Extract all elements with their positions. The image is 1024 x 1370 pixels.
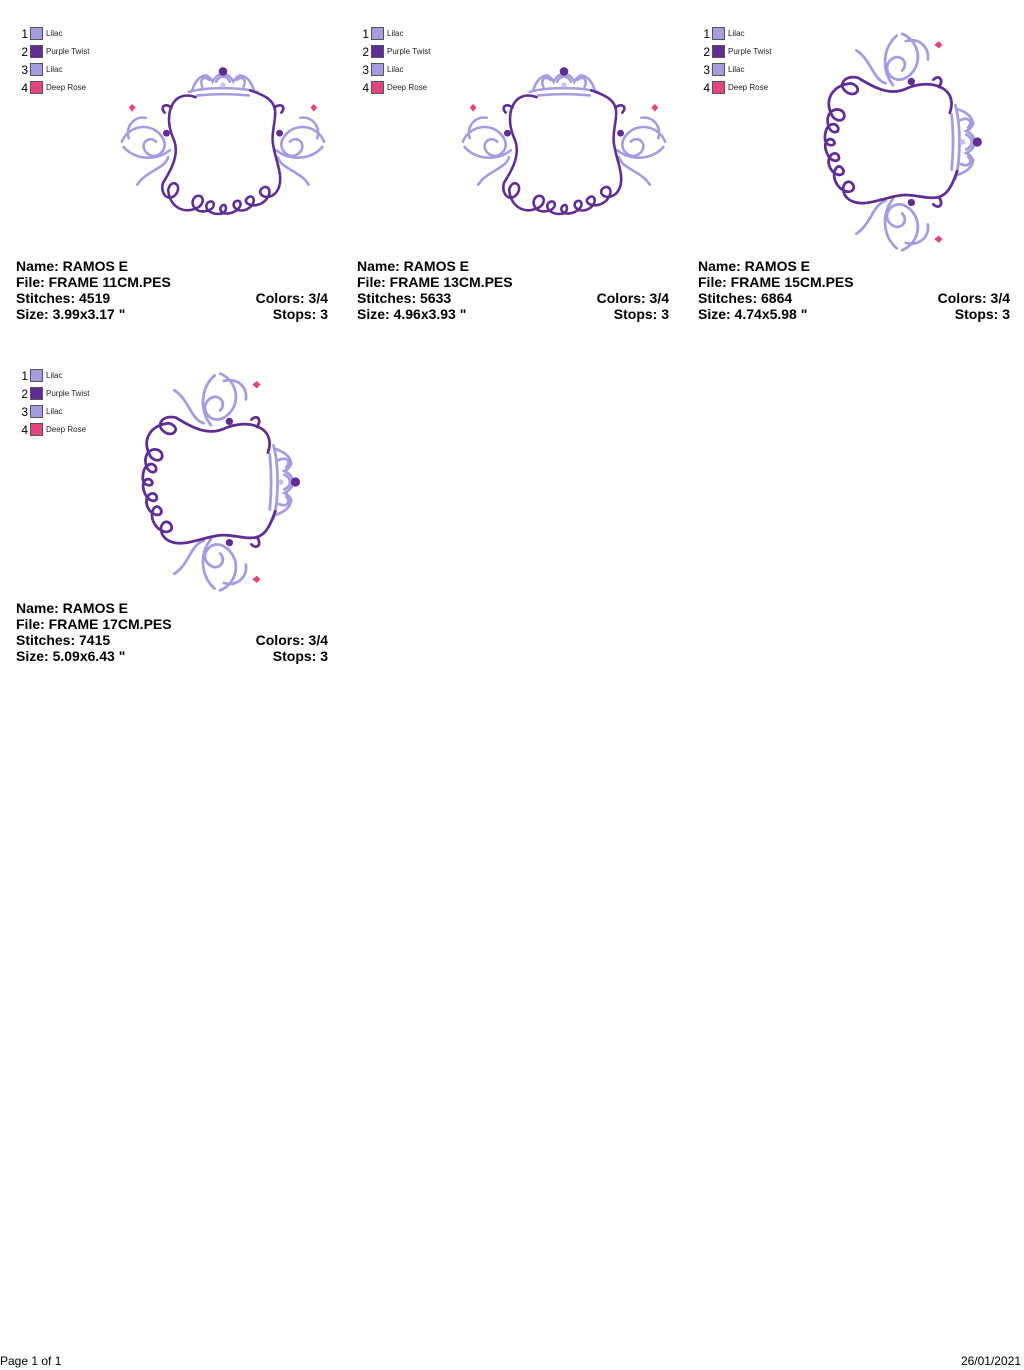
page-number: Page 1 of 1: [0, 1354, 62, 1368]
legend-number: 3: [362, 63, 369, 77]
stop-count: Stops: 3: [954, 306, 1010, 322]
legend-row: [696, 62, 816, 80]
color-swatch: [712, 63, 725, 76]
color-swatch: [371, 63, 384, 76]
legend-number: 2: [21, 387, 28, 401]
legend-label: Lilac: [46, 407, 63, 416]
legend-row: [696, 80, 816, 98]
color-swatch: [30, 45, 43, 58]
color-swatch: [371, 81, 384, 94]
color-swatch: [30, 369, 43, 382]
legend-number: 1: [21, 369, 28, 383]
legend-number: 1: [703, 27, 710, 41]
legend-row: [355, 44, 475, 62]
legend-label: Lilac: [728, 29, 745, 38]
legend-number: 4: [21, 81, 28, 95]
legend-row: [14, 80, 134, 98]
legend-number: 2: [362, 45, 369, 59]
color-swatch: [30, 27, 43, 40]
design-info: [16, 600, 328, 664]
legend-number: 1: [21, 27, 28, 41]
legend-number: 4: [362, 81, 369, 95]
color-swatch: [712, 45, 725, 58]
design-card-3: [690, 0, 1020, 330]
design-info: [698, 258, 1010, 322]
embroidery-design-image: [814, 32, 994, 252]
legend-label: Deep Rose: [46, 425, 87, 434]
design-file: File: FRAME 15CM.PES: [698, 274, 854, 290]
embroidery-design-image: [132, 370, 312, 594]
legend-row: [696, 44, 816, 62]
color-swatch: [371, 27, 384, 40]
color-swatch: [30, 405, 43, 418]
design-file: File: FRAME 13CM.PES: [357, 274, 513, 290]
design-card-1: [8, 0, 338, 330]
legend-number: 3: [21, 405, 28, 419]
color-count: Colors: 3/4: [937, 290, 1010, 306]
legend-row: [14, 368, 134, 386]
color-legend: [355, 26, 475, 98]
legend-number: 3: [21, 63, 28, 77]
legend-row: [355, 26, 475, 44]
design-card-2: [349, 0, 679, 330]
legend-number: 4: [21, 423, 28, 437]
embroidery-design-image: [120, 56, 326, 224]
legend-label: Lilac: [387, 29, 404, 38]
legend-label: Lilac: [387, 65, 404, 74]
color-swatch: [30, 63, 43, 76]
legend-label: Purple Twist: [387, 47, 431, 56]
color-count: Colors: 3/4: [596, 290, 669, 306]
legend-label: Purple Twist: [46, 47, 90, 56]
legend-number: 1: [362, 27, 369, 41]
design-name: Name: RAMOS E: [698, 258, 811, 274]
design-name: Name: RAMOS E: [357, 258, 470, 274]
color-swatch: [712, 27, 725, 40]
color-swatch: [30, 423, 43, 436]
legend-row: [14, 386, 134, 404]
stitch-count: Stitches: 6864: [698, 290, 793, 306]
color-legend: [14, 368, 134, 440]
legend-label: Deep Rose: [728, 83, 769, 92]
design-size: Size: 4.96x3.93 ": [357, 306, 467, 322]
legend-row: [14, 404, 134, 422]
legend-row: [14, 44, 134, 62]
design-name: Name: RAMOS E: [16, 258, 129, 274]
color-swatch: [371, 45, 384, 58]
embroidery-design-image: [461, 56, 667, 224]
legend-label: Purple Twist: [46, 389, 90, 398]
color-swatch: [30, 387, 43, 400]
design-info: [357, 258, 669, 322]
legend-number: 3: [703, 63, 710, 77]
color-legend: [14, 26, 134, 98]
legend-number: 2: [21, 45, 28, 59]
print-date: 26/01/2021: [960, 1354, 1021, 1368]
color-count: Colors: 3/4: [255, 290, 328, 306]
stitch-count: Stitches: 5633: [357, 290, 452, 306]
legend-row: [355, 62, 475, 80]
stitch-count: Stitches: 7415: [16, 632, 111, 648]
legend-label: Lilac: [46, 29, 63, 38]
design-card-4: [8, 342, 338, 672]
legend-row: [696, 26, 816, 44]
color-swatch: [30, 81, 43, 94]
design-size: Size: 3.99x3.17 ": [16, 306, 126, 322]
design-file: File: FRAME 17CM.PES: [16, 616, 172, 632]
legend-label: Lilac: [728, 65, 745, 74]
stop-count: Stops: 3: [613, 306, 669, 322]
design-size: Size: 4.74x5.98 ": [698, 306, 808, 322]
design-info: [16, 258, 328, 322]
design-name: Name: RAMOS E: [16, 600, 129, 616]
stitch-count: Stitches: 4519: [16, 290, 111, 306]
legend-row: [14, 26, 134, 44]
color-count: Colors: 3/4: [255, 632, 328, 648]
legend-label: Lilac: [46, 371, 63, 380]
legend-number: 2: [703, 45, 710, 59]
legend-label: Deep Rose: [387, 83, 428, 92]
legend-label: Purple Twist: [728, 47, 772, 56]
color-legend: [696, 26, 816, 98]
legend-row: [14, 62, 134, 80]
stop-count: Stops: 3: [272, 648, 328, 664]
color-swatch: [712, 81, 725, 94]
legend-row: [14, 422, 134, 440]
legend-number: 4: [703, 81, 710, 95]
design-size: Size: 5.09x6.43 ": [16, 648, 126, 664]
legend-label: Lilac: [46, 65, 63, 74]
legend-row: [355, 80, 475, 98]
design-file: File: FRAME 11CM.PES: [16, 274, 171, 290]
legend-label: Deep Rose: [46, 83, 87, 92]
stop-count: Stops: 3: [272, 306, 328, 322]
